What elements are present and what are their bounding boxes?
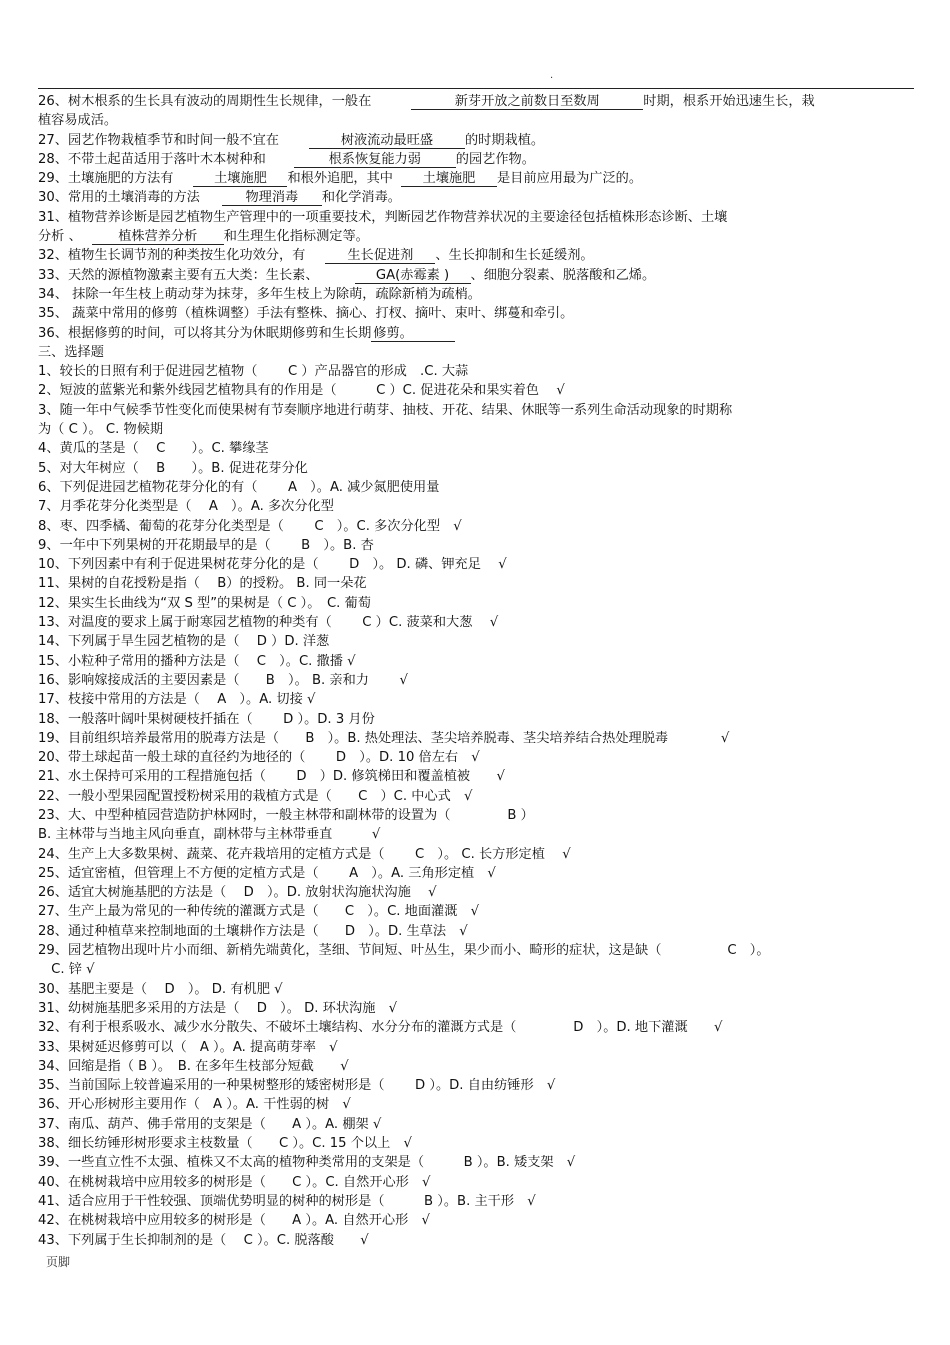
choice-question-line: 14、下列属于旱生园艺植物的是（ D ）D. 洋葱 — [38, 634, 330, 650]
answer-blank: 修剪。 — [371, 326, 455, 342]
choice-question-line: 33、果树延迟修剪可以（ A ）。A. 提高萌芽率 √ — [38, 1039, 338, 1055]
question-text: 的时期栽植。 — [464, 132, 545, 148]
answer-blank: GA(赤霉素 ) — [355, 268, 471, 284]
question-text: 29、土壤施肥的方法有 — [38, 171, 174, 187]
answer-blank: 土壤施肥 — [401, 171, 497, 187]
choice-question-line: 38、细长纺锤形树形要求主枝数量（ C ）。C. 15 个以上 √ — [38, 1136, 412, 1152]
question-text: 是目前应用最为广泛的。 — [496, 171, 643, 187]
section-title: 三、选择题 — [38, 344, 104, 360]
choice-question-list — [38, 362, 914, 1250]
choice-question-line: 25、适宜密植，但管理上不方便的定植方式是（ A ）。A. 三角形定植 √ — [38, 865, 496, 881]
fill-question-27 — [38, 131, 914, 150]
choice-question-line: 16、影响嫁接成活的主要因素是（ B ）。 B. 亲和力 √ — [38, 672, 408, 688]
choice-question-line: 5、对大年树应（ B ）。B. 促进花芽分化 — [38, 460, 308, 476]
question-text: 分析 、 — [38, 229, 82, 245]
choice-question-line: 30、基肥主要是（ D ）。 D. 有机肥 √ — [38, 981, 283, 997]
choice-question-line: 为（ C ）。 C. 物候期 — [38, 422, 164, 438]
choice-question-line: 15、小粒种子常用的播种方法是（ C ）。C. 撒播 √ — [38, 653, 356, 669]
answer-blank: 新芽开放之前数日至数周 — [411, 94, 643, 110]
choice-question-line: 20、带土球起苗一般土球的直径约为地径的（ D ）。D. 10 倍左右 √ — [38, 750, 480, 766]
choice-question-line: 18、一般落叶阔叶果树硬枝扦插在（ D ）。D. 3 月份 — [38, 711, 375, 727]
question-text: 33、天然的源植物激素主要有五大类：生长素、 — [38, 267, 319, 283]
question-text: 28、不带土起苗适用于落叶木本树种和 — [38, 151, 266, 167]
question-text: 时期，根系开始迅速生长，栽 — [643, 94, 815, 109]
choice-question-line: 2、短波的蓝紫光和紫外线园艺植物具有的作用是（ C ）C. 促进花朵和果实着色 √ — [38, 383, 565, 399]
choice-question-line: 17、枝接中常用的方法是（ A ）。A. 切接 √ — [38, 692, 316, 708]
question-text: 27、园艺作物栽植季节和时间一般不宜在 — [38, 132, 279, 148]
answer-blank: 根系恢复能力弱 — [294, 152, 456, 168]
choice-question-line: 21、水土保持可采用的工程措施包括（ D ）D. 修筑梯田和覆盖植被 √ — [38, 769, 505, 785]
choice-question-line: 29、园艺植物出现叶片小而细、新梢先端黄化，茎细、节间短、叶丛生，果少而小、畸形的症状，这是缺（ C ）。 — [38, 943, 770, 959]
answer-blank: 生长促进剂 — [325, 248, 435, 264]
question-text: 26、树木根系的生长具有波动的周期性生长规律，一般在 — [38, 94, 372, 109]
answer-blank: 土壤施肥 — [193, 171, 287, 187]
question-text: 的园艺作物。 — [455, 151, 535, 167]
question-text: 32、植物生长调节剂的种类按生化功效分，有 — [38, 248, 306, 264]
choice-question-line: 41、适合应用于干性较强、顶端优势明显的树种的树形是（ B ）。B. 主干形 √ — [38, 1193, 536, 1209]
choice-question-line: 13、对温度的要求上属于耐寒园艺植物的种类有（ C ）C. 菠菜和大葱 √ — [38, 615, 499, 631]
choice-question-line: 36、开心形树形主要用作（ A ）。A. 干性弱的树 √ — [38, 1097, 351, 1113]
choice-question-line: 34、回缩是指（ B ）。 B. 在多年生枝部分短截 √ — [38, 1058, 349, 1074]
question-text: 和根外追肥，其中 — [287, 171, 393, 187]
question-text: 和生理生化指标测定等。 — [223, 229, 369, 245]
choice-question-line: 22、一般小型果园配置授粉树采用的栽植方式是（ C ）C. 中心式 √ — [38, 788, 473, 804]
fill-question-31: 31、植物营养诊断是园艺植物生产管理中的一项重要技术，判断园艺作物营养状况的主要途径包括植株形态诊断、土壤 — [38, 209, 728, 225]
question-text: 30、常用的土壤消毒的方法 — [38, 190, 200, 206]
choice-question-line: 32、有利于根系吸水、减少水分散失、不破坏土壤结构、水分分布的灌溉方式是（ D ）。D. 地下灌溉 √ — [38, 1020, 723, 1036]
choice-question-line: 1、较长的日照有利于促进园艺植物（ C ）产品器官的形成 .C. 大蒜 — [38, 364, 469, 380]
choice-question-line: 40、在桃树栽培中应用较多的树形是（ C ）。C. 自然开心形 √ — [38, 1174, 431, 1190]
choice-question-line: 6、下列促进园艺植物花芽分化的有（ A ）。A. 减少氮肥使用量 — [38, 479, 440, 495]
choice-question-line: 35、当前国际上较普遍采用的一种果树整形的矮密树形是（ D ）。D. 自由纺锤形 √ — [38, 1078, 556, 1094]
question-text: 、细胞分裂素、脱落酸和乙烯。 — [470, 267, 656, 283]
fill-question-34: 34、 抹除一年生枝上萌动芽为抹芽，多年生枝上为除萌，疏除新梢为疏梢。 — [38, 286, 481, 302]
answer-blank: 植株营养分析 — [92, 229, 224, 245]
document-body — [38, 92, 914, 1250]
fill-question-36 — [38, 324, 914, 343]
choice-question-line: 27、生产上最为常见的一种传统的灌溉方式是（ C ）。C. 地面灌溉 √ — [38, 904, 480, 920]
fill-question-26-cont: 植容易成活。 — [38, 113, 118, 129]
header-mark: . — [550, 70, 554, 81]
choice-question-line: 31、幼树施基肥多采用的方法是（ D ）。 D. 环状沟施 √ — [38, 1000, 397, 1016]
header-rule — [38, 88, 914, 89]
fill-question-26 — [38, 92, 914, 111]
choice-question-line: 28、通过种植草来控制地面的土壤耕作方法是（ D ）。D. 生草法 √ — [38, 923, 468, 939]
choice-question-line: 7、月季花芽分化类型是（ A ）。A. 多次分化型 — [38, 499, 334, 515]
page-footer: 页脚 — [46, 1255, 71, 1269]
question-text: 36、根据修剪的时间，可以将其分为休眠期修剪和生长期 — [38, 325, 372, 341]
choice-question-line: B. 主林带与当地主风向垂直，副林带与主林带垂直 √ — [38, 827, 381, 843]
choice-question-line: 4、黄瓜的茎是（ C ）。C. 攀缘茎 — [38, 441, 269, 457]
fill-question-35: 35、 蔬菜中常用的修剪（植株调整）手法有整株、摘心、打杈、摘叶、束叶、绑蔓和牵引。 — [38, 306, 574, 322]
choice-question-line: 3、随一年中气候季节性变化而使果树有节奏顺序地进行萌芽、抽枝、开花、结果、休眠等一系列生命活动现象的时期称 — [38, 402, 733, 418]
answer-blank: 物理消毒 — [222, 190, 322, 206]
choice-question-line: 39、一些直立性不太强、植株又不太高的植物种类常用的支架是（ B ）。B. 矮支架 √ — [38, 1155, 576, 1171]
choice-question-line: 37、南瓜、葫芦、佛手常用的支架是（ A ）。A. 棚架 √ — [38, 1116, 382, 1132]
choice-question-line: 23、大、中型种植园营造防护林网时，一般主林带和副林带的设置为（ B ） — [38, 807, 534, 823]
fill-question-30 — [38, 188, 914, 207]
choice-question-line: 42、在桃树栽培中应用较多的树形是（ A ）。A. 自然开心形 √ — [38, 1213, 430, 1229]
choice-question-line: 26、适宜大树施基肥的方法是（ D ）。D. 放射状沟施状沟施 √ — [38, 885, 437, 901]
choice-question-line: 8、枣、四季橘、葡萄的花芽分化类型是（ C ）。C. 多次分化型 √ — [38, 518, 462, 534]
answer-blank: 树液流动最旺盛 — [309, 133, 465, 149]
choice-question-line: 9、一年中下列果树的开花期最早的是（ B ）。B. 杏 — [38, 537, 374, 553]
question-text: 、生长抑制和生长延缓剂。 — [435, 248, 594, 264]
choice-question-line: 43、下列属于生长抑制剂的是（ C ）。C. 脱落酸 √ — [38, 1232, 369, 1248]
choice-question-line: 11、果树的自花授粉是指（ B）的授粉。 B. 同一朵花 — [38, 576, 367, 592]
choice-question-line: 24、生产上大多数果树、蔬菜、花卉栽培用的定植方式是（ C ）。 C. 长方形定植 √ — [38, 846, 571, 862]
fill-question-28 — [38, 150, 914, 169]
choice-question-line: 12、果实生长曲线为“双 S 型”的果树是（ C ）。 C. 葡萄 — [38, 595, 371, 611]
fill-question-29 — [38, 169, 914, 188]
fill-question-31-cont — [38, 227, 914, 246]
choice-question-line: C. 锌 √ — [38, 962, 95, 978]
choice-question-line: 19、目前组织培养最常用的脱毒方法是（ B ）。B. 热处理法、茎尖培养脱毒、茎尖培养结合热处理脱毒 √ — [38, 730, 730, 746]
fill-question-32 — [38, 246, 914, 265]
fill-question-33 — [38, 266, 914, 285]
choice-question-line: 10、下列因素中有利于促进果树花芽分化的是（ D ）。 D. 磷、钾充足 √ — [38, 557, 507, 573]
question-text: 和化学消毒。 — [321, 190, 401, 206]
